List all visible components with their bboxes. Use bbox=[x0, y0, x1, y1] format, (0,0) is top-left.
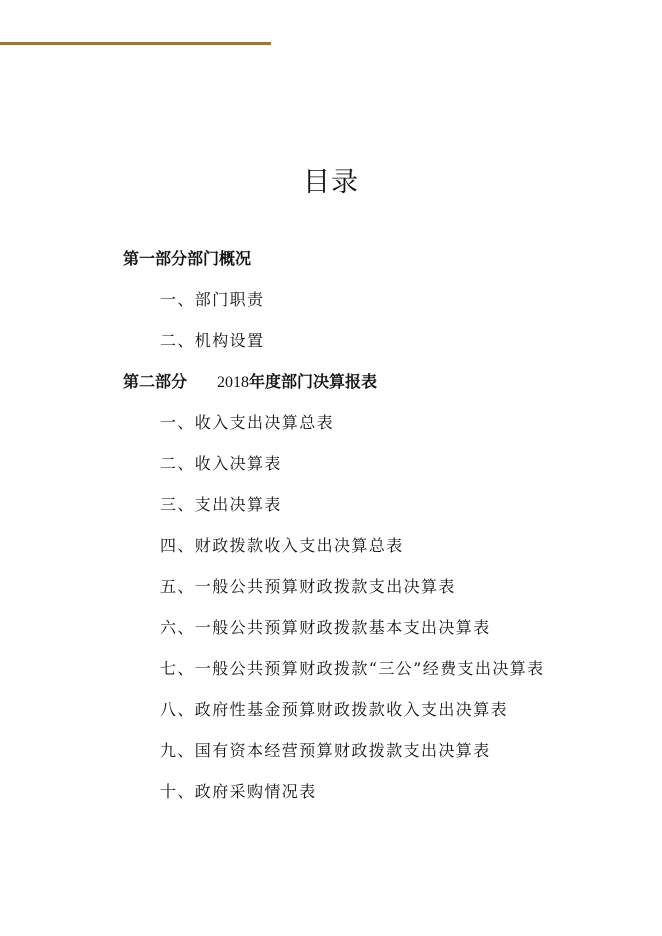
toc-part-1[interactable]: 第一部分部门概况 bbox=[123, 249, 252, 268]
page-title: 目录 bbox=[303, 167, 359, 198]
toc-part-2-label: 第二部分 bbox=[123, 372, 188, 391]
toc-item[interactable]: 十、政府采购情况表 bbox=[160, 782, 317, 801]
toc-item[interactable]: 五、一般公共预算财政拨款支出决算表 bbox=[160, 577, 456, 596]
toc-part-2-label-rest: 年度部门决算报表 bbox=[249, 372, 378, 391]
toc-item[interactable]: 四、财政拨款收入支出决算总表 bbox=[160, 536, 404, 555]
toc-item[interactable]: 三、支出决算表 bbox=[160, 495, 282, 514]
toc-item[interactable]: 六、一般公共预算财政拨款基本支出决算表 bbox=[160, 618, 491, 637]
toc-item[interactable]: 二、机构设置 bbox=[160, 331, 265, 350]
toc-item[interactable]: 八、政府性基金预算财政拨款收入支出决算表 bbox=[160, 700, 509, 719]
toc-item[interactable]: 二、收入决算表 bbox=[160, 454, 282, 473]
toc-item[interactable]: 一、部门职责 bbox=[160, 290, 265, 309]
toc-item[interactable]: 九、国有资本经营预算财政拨款支出决算表 bbox=[160, 741, 491, 760]
toc-part-2[interactable] bbox=[123, 372, 377, 393]
header-rule bbox=[0, 42, 271, 45]
toc-item[interactable]: 一、收入支出决算总表 bbox=[160, 413, 335, 432]
toc-part-2-year: 2018 bbox=[217, 374, 250, 391]
toc-item[interactable]: 七、一般公共预算财政拨款“三公”经费支出决算表 bbox=[160, 659, 545, 678]
